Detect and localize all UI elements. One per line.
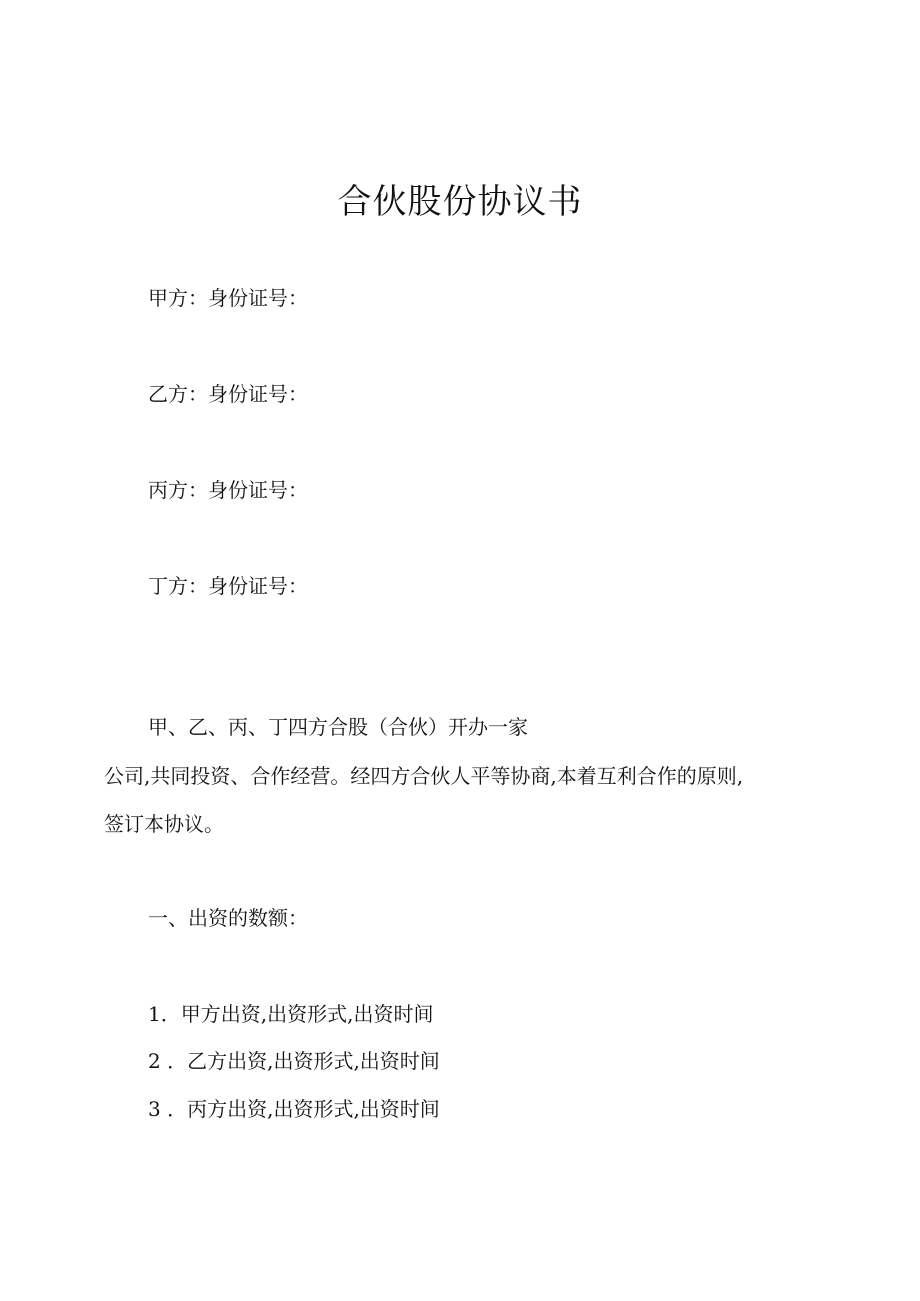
- capital-item-3: 3 ．丙方出资,出资形式,出资时间: [148, 1097, 440, 1121]
- intro-paragraph-line-1: 甲、乙、丙、丁四方合股（合伙）开办一家: [148, 715, 528, 739]
- intro-paragraph-line-3: 签订本协议。: [104, 812, 224, 836]
- section-heading-capital: 一、出资的数额：: [148, 906, 308, 930]
- capital-item-2: 2 ．乙方出资,出资形式,出资时间: [148, 1049, 440, 1073]
- document-title: 合伙股份协议书: [337, 182, 583, 222]
- party-a-line: 甲方：身份证号：: [148, 286, 308, 310]
- party-b-line: 乙方：身份证号：: [148, 382, 308, 406]
- party-c-line: 丙方：身份证号：: [148, 478, 308, 502]
- party-d-line: 丁方：身份证号：: [148, 574, 308, 598]
- intro-paragraph-line-2: 公司,共同投资、合作经营。经四方合伙人平等协商,本着互利合作的原则,: [104, 764, 744, 788]
- capital-item-1: 1．甲方出资,出资形式,出资时间: [148, 1002, 434, 1026]
